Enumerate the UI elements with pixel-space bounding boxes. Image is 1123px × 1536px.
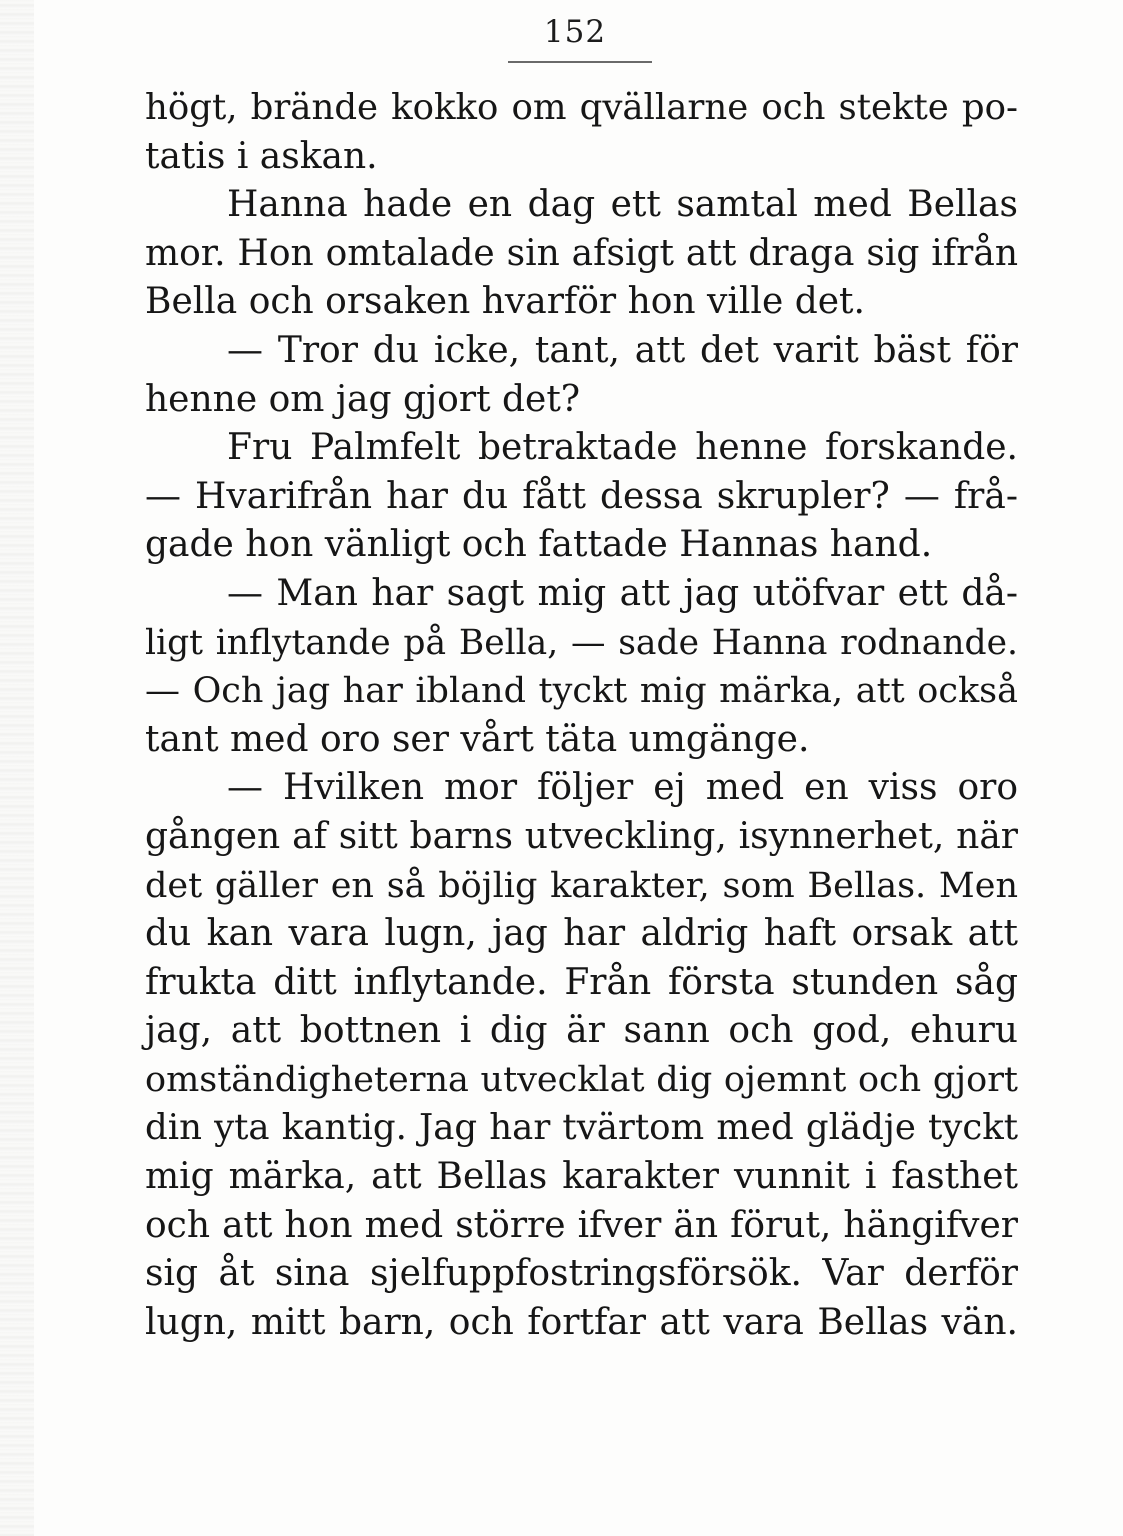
text-line: du kan vara lugn, jag har aldrig haft orsak att xyxy=(145,913,1018,955)
text-line: lugn, mitt barn, och fortfar att vara Bellas vän. xyxy=(145,1301,1018,1343)
text-line: sig åt sina sjelfuppfostringsförsök. Var derför xyxy=(145,1253,1018,1295)
text-line: det gäller en så böjlig karakter, som Bellas. Men xyxy=(145,865,1018,906)
text-line: tatis i askan. xyxy=(145,135,378,177)
text-line: Fru Palmfelt betraktade henne forskande. xyxy=(227,427,1018,469)
text-line: och att hon med större ifver än förut, hängifver xyxy=(145,1204,1018,1246)
page-number-rule xyxy=(508,61,652,63)
text-line: — Man har sagt mig att jag utöfvar ett då- xyxy=(227,572,1018,614)
text-line: jag, att bottnen i dig är sann och god, ehuru xyxy=(145,1010,1018,1052)
text-line: din yta kantig. Jag har tvärtom med glädje tyckt xyxy=(145,1107,1018,1149)
text-line: — Hvilken mor följer ej med en viss oro xyxy=(227,767,1018,809)
text-line: — Tror du icke, tant, att det varit bäst för xyxy=(227,329,1018,371)
text-line: — Och jag har ibland tyckt mig märka, att också xyxy=(145,671,1018,712)
text-line: omständigheterna utvecklat dig ojemnt och gjort xyxy=(145,1059,1018,1100)
text-line: — Hvarifrån har du fått dessa skrupler? — frå- xyxy=(145,475,1018,517)
text-line: Hanna hade en dag ett samtal med Bellas xyxy=(227,184,1018,226)
binding-edge xyxy=(0,0,34,1536)
text-line: ligt inflytande på Bella, — sade Hanna rodnande. xyxy=(145,622,1018,663)
body-text xyxy=(145,84,1018,1347)
text-line: frukta ditt inflytande. Från första stunden såg xyxy=(145,961,1018,1003)
text-line: tant med oro ser vårt täta umgänge. xyxy=(145,718,810,760)
text-line: högt, brände kokko om qvällarne och stekte po- xyxy=(145,87,1018,128)
text-line: gången af sitt barns utveckling, isynnerhet, när xyxy=(145,815,1018,857)
page-number: 152 xyxy=(543,14,607,50)
text-line: mor. Hon omtalade sin afsigt att draga sig ifrån xyxy=(145,232,1018,274)
text-line: henne om jag gjort det? xyxy=(145,378,581,420)
text-line: Bella och orsaken hvarför hon ville det. xyxy=(145,281,865,323)
text-line: gade hon vänligt och fattade Hannas hand. xyxy=(145,524,933,566)
text-line: mig märka, att Bellas karakter vunnit i fasthet xyxy=(145,1156,1018,1198)
